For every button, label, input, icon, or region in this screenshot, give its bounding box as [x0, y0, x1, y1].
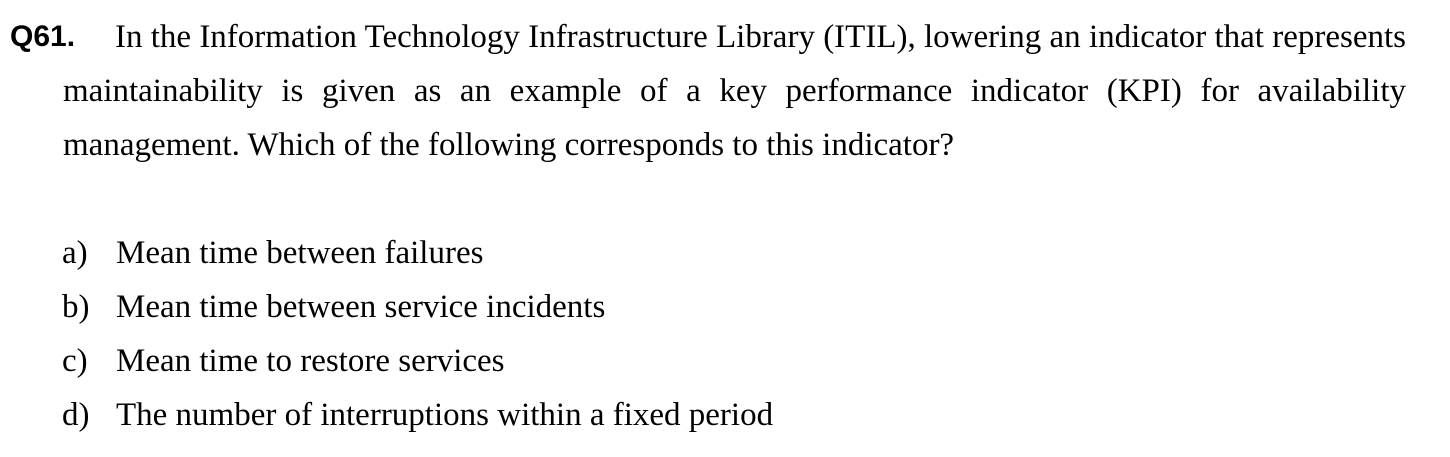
answer-options: [62, 226, 773, 442]
question-text: In the Information Technology Infrastructure Library (ITIL), lowering an indicator that represents maintainability is given as an example of a key performance indicator (KPI) for availability management. Which of the following corresponds to this indicator?: [63, 19, 1406, 163]
option-letter: b): [62, 289, 90, 325]
option-letter: c): [62, 343, 88, 379]
question-text-wrapper: [10, 10, 1406, 172]
option-letter: a): [62, 235, 88, 271]
option-b: [62, 280, 773, 334]
option-text: Mean time between service incidents: [116, 289, 606, 325]
option-c: [62, 334, 773, 388]
option-text: Mean time to restore services: [116, 343, 505, 379]
option-text: The number of interruptions within a fixed period: [116, 397, 774, 433]
option-letter: d): [62, 397, 90, 433]
option-a: [62, 226, 773, 280]
option-text: Mean time between failures: [116, 235, 484, 271]
question-number: Q61.: [10, 20, 76, 53]
option-d: [62, 388, 773, 442]
